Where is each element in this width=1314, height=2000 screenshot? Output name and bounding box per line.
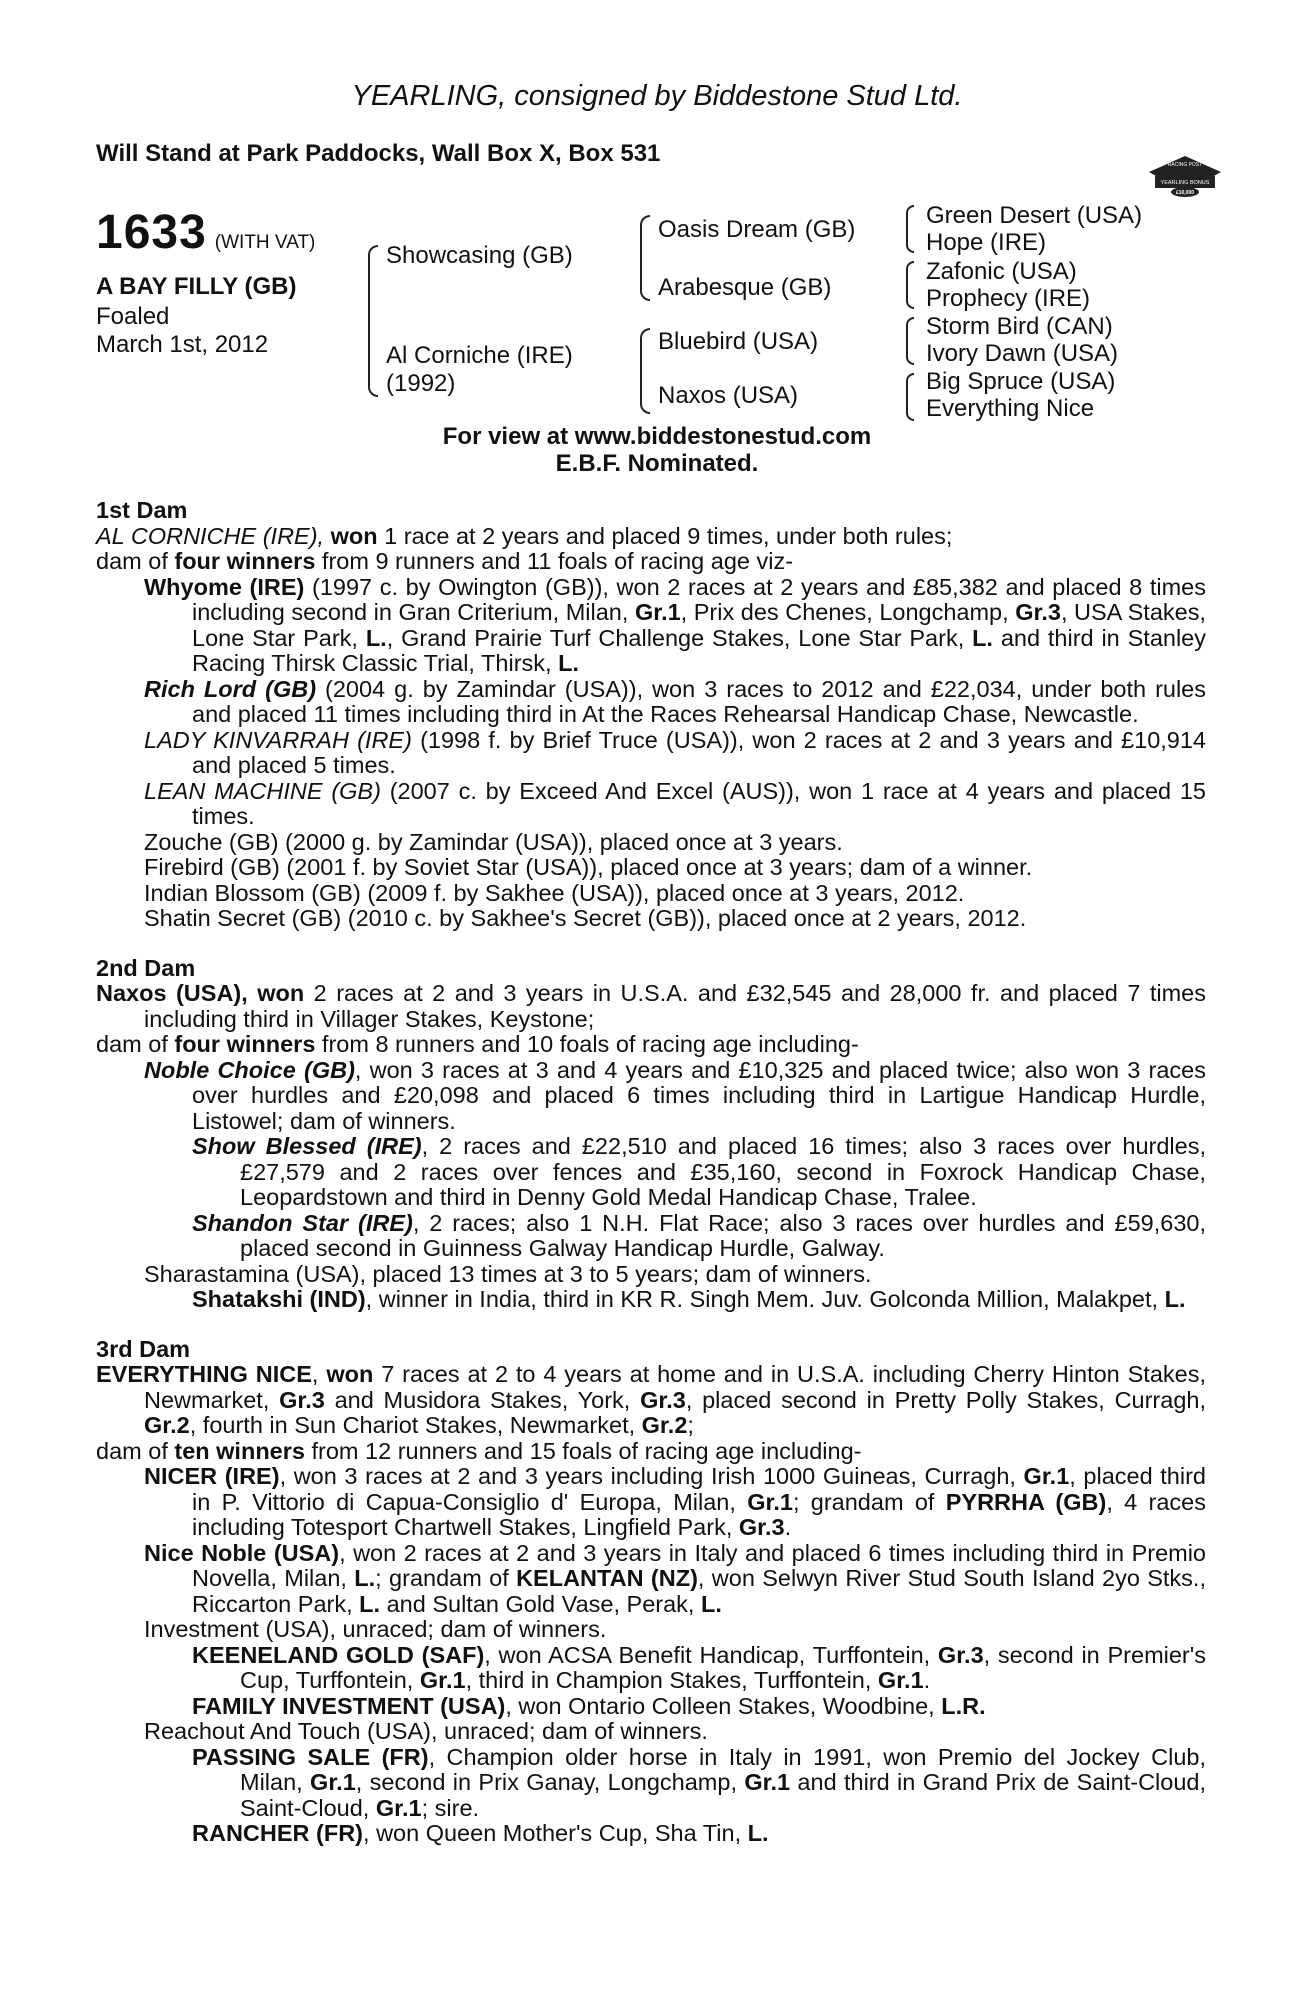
horse-name: Noble Choice (GB) [144,1056,355,1083]
race-text: , 2 races; also 1 N.H. Flat Race; also 3 races over hurdles and £59,630, placed second in Guinness Galway Handicap Hurdle, Galway. [240,1209,1206,1261]
listed-label: L. [354,1565,376,1591]
race-text: , won ACSA Benefit Handicap, Turffontein, [484,1641,938,1668]
race-text: (2004 g. by Zamindar (USA)), won 3 races to 2012 and £22,034, under both rules and placed 11 times including third in At the Races Rehearsal Handicap Chase, Newcastle. [192,675,1207,727]
grade-label: Gr.3 [937,1641,984,1668]
second-dam-produce [96,1032,1206,1058]
race-text: , USA Stakes, Lone Star Park, [192,599,1206,651]
race-text: , won Ontario Colleen Stakes, Woodbine, [505,1692,942,1719]
produce-other: Firebird (GB) (2001 f. by Soviet Star (USA)), placed once at 3 years; dam of a winner. [144,854,1033,880]
grade-label: Gr.3 [640,1386,686,1413]
horse-name: Shandon Star (IRE) [192,1209,413,1236]
produce-other: Zouche (GB) (2000 g. by Zamindar (USA)), placed once at 3 years. [144,828,843,855]
pedigree-dam-dam: Naxos (USA) [658,382,799,409]
winners-count: four winners [174,548,316,574]
pedigree-gg-4: Prophecy (IRE) [926,285,1091,312]
race-text: , Champion older horse in Italy in 1991, won Premio del Jockey Club, Milan, [240,1743,1206,1795]
listed-label: L. [747,1820,769,1846]
produce-sharastamina: Sharastamina (USA), placed 13 times at 3 to 5 years; dam of winners. [144,1260,872,1287]
grade-label: Gr.1 [634,599,681,625]
third-dam-record: EVERYTHING NICE, won 7 races at 2 to 4 years at home and in U.S.A. including Cherry Hinton Stakes, Newmarket, Gr.3 and Musidora Stakes, York, Gr.3, placed second in Pretty Polly Stakes, Curragh, Gr.2, fourth in Sun Chariot Stakes, Newmarket, Gr.2; [96,1361,1206,1438]
brace-gg-2 [906,261,914,309]
listed-label: L. [558,650,579,676]
lot-name: A BAY FILLY (GB) [96,273,297,300]
race-text: , placed third in P. Vittorio di Capua-Consiglio d' Europa, Milan, [192,1463,1206,1515]
produce-whyome [96,575,1206,677]
dam-of-label: dam of [96,548,175,574]
race-text: ; grandam of [792,1488,946,1515]
horse-name: Show Blessed (IRE) [192,1133,422,1159]
horse-name: KELANTAN (NZ) [516,1565,698,1591]
foaled-info [96,303,268,359]
stand-location: Will Stand at Park Paddocks, Wall Box X, Box 531 [96,140,661,167]
pedigree-gg-1: Green Desert (USA) [926,202,1143,229]
race-text: , second in Prix Ganay, Longchamp, [355,1769,745,1795]
won-label: won [330,522,378,549]
grade-label: Gr.1 [747,1488,793,1515]
pedigree-gg-3: Zafonic (USA) [926,258,1077,285]
horse-name: FAMILY INVESTMENT (USA) [192,1692,506,1719]
produce-other: Shatin Secret (GB) (2010 c. by Sakhee's Secret (GB)), placed once at 2 years, 2012. [144,905,1027,931]
race-text: and Sultan Gold Vase, Perak, [380,1590,701,1617]
horse-name: Whyome (IRE) [144,573,305,600]
lot-number [96,205,315,260]
race-text: and Musidora Stakes, York, [324,1386,641,1413]
horse-name: LADY KINVARRAH (IRE) [144,726,412,753]
ebf-nominated: E.B.F. Nominated. [555,450,759,477]
second-dam-heading: 2nd Dam [96,954,196,981]
pedigree-gg-6: Ivory Dawn (USA) [926,340,1119,367]
dam-of-label: dam of [96,1031,175,1057]
horse-name: LEAN MACHINE (GB) [144,777,381,804]
badge-amount-text: £10,000 [1175,190,1195,196]
badge-top-text: RACING POST [1167,162,1203,168]
race-text: ; sire. [421,1794,480,1821]
race-text: , Grand Prairie Turf Challenge Stakes, Lone Star Park, [386,624,973,651]
race-text: ; grandam of [375,1565,517,1591]
foaled-date: March 1st, 2012 [96,331,269,358]
page-title: YEARLING, consigned by Biddestone Stud Ltd. [351,80,963,112]
race-text: , won 2 races at 2 and 3 years in Italy and placed 6 times including third in Premio Novella, Milan, [192,1539,1207,1591]
produce-summary: from 12 runners and 15 foals of racing age including- [304,1437,862,1464]
race-text: , Prix des Chenes, Longchamp, [680,599,1016,625]
pedigree-sire-sire: Oasis Dream (GB) [658,216,856,243]
second-dam-record [96,981,1206,1032]
produce-show-blessed [96,1134,1206,1211]
second-dam-name: Naxos (USA), [96,980,258,1006]
pedigree-gg-8: Everything Nice [926,395,1095,422]
race-text: and third in Grand Prix de Saint-Cloud, Saint-Cloud, [240,1769,1207,1821]
winners-count: ten winners [174,1437,305,1464]
race-text: , won 3 races at 2 and 3 years including Irish 1000 Guineas, Curragh, [279,1463,1024,1489]
produce-nicer: NICER (IRE), won 3 races at 2 and 3 years including Irish 1000 Guineas, Curragh, Gr.1, placed third in P. Vittorio di Capua-Consiglio d' Europa, Milan, Gr.1; grandam of PYRRHA (GB), 4 races including Totesport Chartwell Stakes, Lingfield Park, Gr.3. [144,1463,1206,1540]
grade-label: Gr.1 [419,1667,466,1693]
brace-dam-parents [640,328,650,414]
first-dam-name: AL CORNICHE (IRE), [96,522,325,549]
brace-gg-1 [906,205,914,253]
produce-other: Indian Blossom (GB) (2009 f. by Sakhee (USA)), placed once at 3 years, 2012. [144,879,965,906]
grade-label: Gr.2 [144,1412,190,1438]
race-text: (1997 c. by Owington (GB)), won 2 races at 2 years and £85,382 and placed 8 times including second in Gran Criterium, Milan, [192,573,1206,625]
produce-investment: Investment (USA), unraced; dam of winners. [144,1616,607,1642]
pedigree-gg-5: Storm Bird (CAN) [926,313,1113,340]
grade-label: Gr.3 [1015,599,1061,625]
listed-label: L. [365,624,387,651]
won-label: won [326,1361,374,1387]
listed-label: L. [700,1590,722,1617]
grade-label: Gr.1 [375,1794,422,1821]
race-text: , 2 races and £22,510 and placed 16 times; also 3 races over hurdles, £27,579 and 2 races over fences and £35,160, second in Foxrock Handicap Chase, Leopardstown and third in Denny Gold Medal Handicap Chase, Tralee. [240,1133,1206,1210]
grade-label: Gr.1 [744,1769,791,1795]
pedigree-sire-dam: Arabesque (GB) [658,274,832,301]
yearling-bonus-badge [1145,150,1225,198]
lot-number-value: 1633 [96,206,207,259]
badge-mid-text: YEARLING BONUS [1160,180,1210,186]
grade-label: Gr.3 [279,1386,325,1413]
race-text: , third in Champion Stakes, Turffontein, [465,1667,878,1693]
produce-lean-machine [96,779,1206,830]
horse-name: Nice Noble (USA) [144,1539,340,1566]
produce-shandon-star [96,1211,1206,1262]
produce-summary: from 8 runners and 10 foals of racing age including- [315,1031,859,1057]
produce-noble-choice [96,1058,1206,1135]
race-text: , second in Premier's Cup, Turffontein, [240,1641,1206,1693]
race-text: , won Selwyn River Stud South Island 2yo Stks., Riccarton Park, [192,1565,1206,1617]
horse-name: RANCHER (FR) [192,1820,364,1846]
produce-shatakshi [96,1287,1206,1313]
won-label: won [257,980,305,1006]
grade-label: Gr.1 [877,1667,924,1693]
produce-nice-noble [96,1541,1206,1618]
race-text: (1998 f. by Brief Truce (USA)), won 2 races at 2 and 3 years and £10,914 and placed 5 times. [192,726,1206,778]
view-website: For view at www.biddestonestud.com [442,423,872,450]
pedigree-gg-7: Big Spruce (USA) [926,368,1116,395]
race-text: , fourth in Sun Chariot Stakes, Newmarket, [189,1412,642,1438]
brace-gg-3 [906,317,914,365]
horse-name: NICER (IRE) [144,1463,280,1489]
horse-name: PYRRHA (GB) [945,1488,1107,1515]
horse-name: Shatakshi (IND) [192,1286,366,1312]
first-dam-record [96,524,1206,550]
grade-label: Gr.2 [641,1412,688,1438]
grade-label: Gr.1 [1023,1463,1070,1489]
produce-family-investment [96,1694,1206,1720]
third-dam-name: EVERYTHING NICE [96,1361,312,1387]
race-text: , placed second in Pretty Polly Stakes, Curragh, [685,1386,1206,1413]
produce-rancher [96,1821,1206,1847]
listed-label: L. [1164,1286,1186,1312]
produce-passing-sale [96,1745,1206,1822]
pedigree-dam: Al Corniche (IRE) [386,342,573,369]
second-dam-intro: 2 races at 2 and 3 years in U.S.A. and £32,545 and 28,000 fr. and placed 7 times including third in Villager Stakes, Keystone; [144,980,1206,1032]
horse-name: Rich Lord (GB) [144,675,317,702]
race-text: and third in Stanley Racing Thirsk Classic Trial, Thirsk, [192,624,1206,676]
brace-gg-4 [906,373,914,421]
produce-reachout: Reachout And Touch (USA), unraced; dam of winners. [144,1718,708,1744]
race-text: (2007 c. by Exceed And Excel (AUS)), won 1 race at 4 years and placed 15 times. [192,777,1207,829]
grade-label: Gr.1 [310,1769,356,1795]
horse-name: PASSING SALE (FR) [192,1743,429,1770]
third-dam-produce [96,1439,1206,1465]
pedigree-dam-sire: Bluebird (USA) [658,328,819,355]
produce-summary: from 9 runners and 11 foals of racing age viz- [315,548,794,574]
produce-rich-lord [96,677,1206,728]
first-dam-intro: 1 race at 2 years and placed 9 times, under both rules; [377,522,953,549]
vat-label: (WITH VAT) [214,232,316,253]
grade-label: Gr.3 [738,1514,785,1540]
foaled-label: Foaled [96,303,170,330]
pedigree-gg-2: Hope (IRE) [926,229,1047,256]
listed-label: L. [359,1590,381,1617]
brace-sire-parents [640,215,650,301]
race-text: 7 races at 2 to 4 years at home and in U.S.A. including Cherry Hinton Stakes, Newmarket, [144,1361,1206,1413]
produce-lady-kinvarrah [96,728,1206,779]
horse-name: KEENELAND GOLD (SAF) [192,1641,485,1668]
winners-count: four winners [174,1031,316,1057]
race-text: , won 3 races at 3 and 4 years and £10,325 and placed twice; also won 3 races over hurdles and £20,098 and placed 6 times including third in Lartigue Handicap Hurdle, Listowel; dam of winners. [192,1056,1206,1134]
produce-keeneland-gold: KEENELAND GOLD (SAF), won ACSA Benefit Handicap, Turffontein, Gr.3, second in Premier's Cup, Turffontein, Gr.1, third in Champion Stakes, Turffontein, Gr.1. [192,1641,1206,1693]
dam-of-label: dam of [96,1437,175,1464]
race-text: , winner in India, third in KR R. Singh Mem. Juv. Golconda Million, Malakpet, [365,1286,1165,1312]
listed-label: L.R. [941,1692,986,1719]
listed-label: L. [972,624,993,651]
race-text: , 4 races including Totesport Chartwell Stakes, Lingfield Park, [192,1488,1206,1540]
first-dam-heading: 1st Dam [96,497,188,523]
race-text: , won Queen Mother's Cup, Sha Tin, [363,1820,748,1846]
third-dam-heading: 3rd Dam [96,1335,191,1362]
pedigree-sire: Showcasing (GB) [386,242,573,269]
pedigree-dam-year: (1992) [386,370,456,397]
catalogue-body [96,498,1206,1847]
first-dam-produce [96,549,1206,575]
brace-parents [368,245,378,397]
